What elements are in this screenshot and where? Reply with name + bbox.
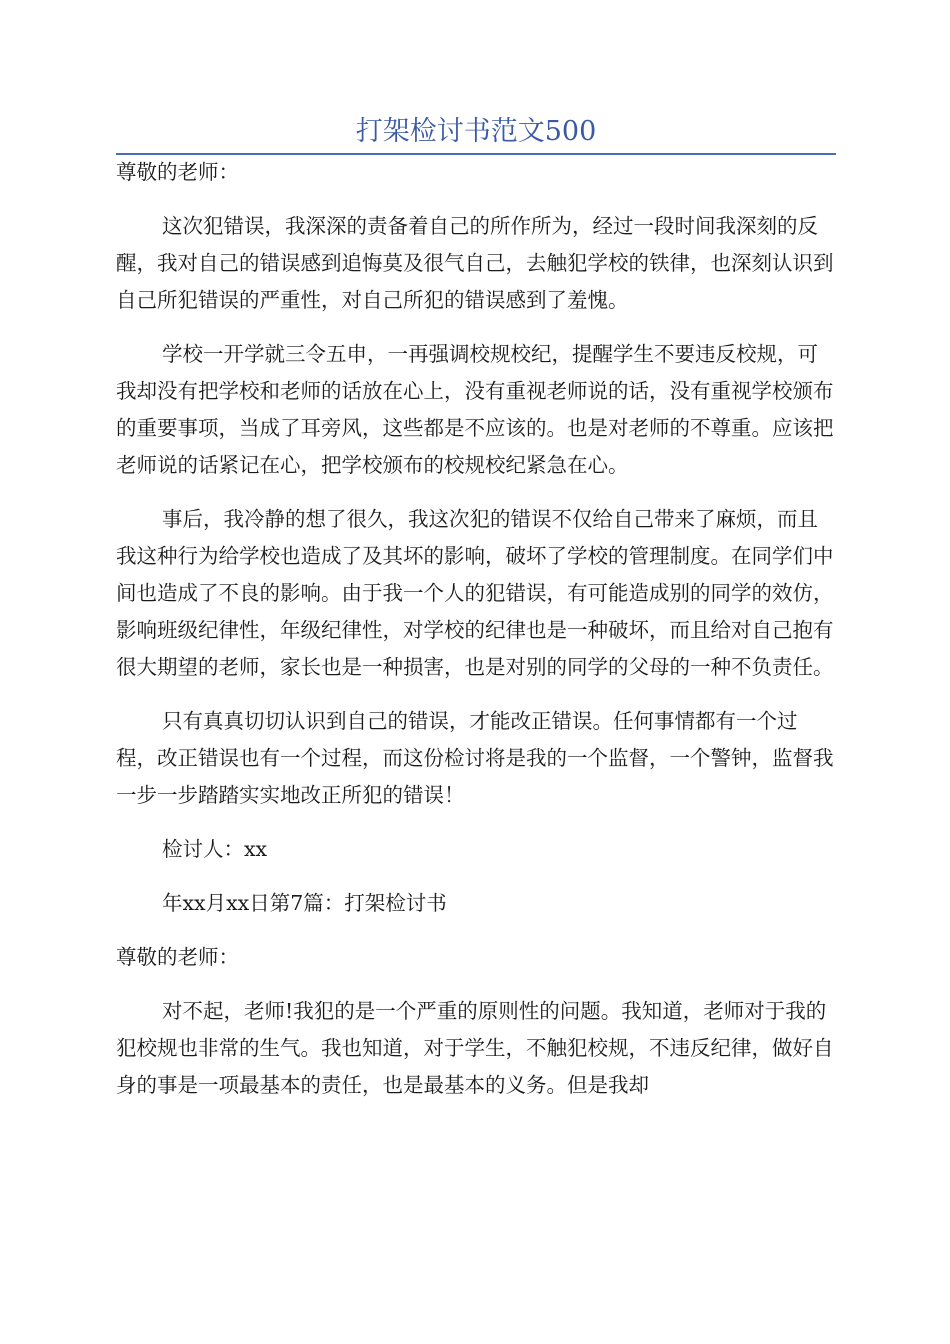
date-and-section-heading: 年xx月xx日第7篇：打架检讨书 xyxy=(162,891,447,915)
document-body xyxy=(116,152,836,1104)
paragraph-2: 学校一开学就三令五申，一再强调校规校纪，提醒学生不要违反校规，可我却没有把学校和老师的话放在心上，没有重视老师说的话，没有重视学校颁布的重要事项，当成了耳旁风，这些都是不应该的。也是对老师的不尊重。应该把老师说的话紧记在心，把学校颁布的校规校纪紧急在心。 xyxy=(116,342,834,477)
paragraph-3: 事后，我冷静的想了很久，我这次犯的错误不仅给自己带来了麻烦，而且我这种行为给学校也造成了及其坏的影响，破坏了学校的管理制度。在同学们中间也造成了不良的影响。由于我一个人的犯错误，有可能造成别的同学的效仿，影响班级纪律性，年级纪律性，对学校的纪律也是一种破坏，而且给对自己抱有很大期望的老师，家长也是一种损害，也是对别的同学的父母的一种不负责任。 xyxy=(116,507,834,679)
paragraph-1: 这次犯错误，我深深的责备着自己的所作所为，经过一段时间我深刻的反醒，我对自己的错误感到追悔莫及很气自己，去触犯学校的铁律，也深刻认识到自己所犯错误的严重性，对自己所犯的错误感到了羞愧。 xyxy=(116,214,834,312)
paragraph-4: 只有真真切切认识到自己的错误，才能改正错误。任何事情都有一个过程，改正错误也有一个过程，而这份检讨将是我的一个监督，一个警钟，监督我一步一步踏踏实实地改正所犯的错误！ xyxy=(116,709,834,807)
paragraph-5: 对不起，老师!我犯的是一个严重的原则性的问题。我知道，老师对于我的犯校规也非常的生气。我也知道，对于学生，不触犯校规，不违反纪律，做好自身的事是一项最基本的责任，也是最基本的义务。但是我却 xyxy=(116,999,834,1097)
salutation: 尊敬的老师： xyxy=(116,160,239,184)
document-title: 打架检讨书范文500 xyxy=(355,116,597,147)
signature-line: 检讨人：xx xyxy=(162,837,268,861)
salutation-2: 尊敬的老师： xyxy=(116,945,239,969)
document-page xyxy=(116,0,836,1344)
